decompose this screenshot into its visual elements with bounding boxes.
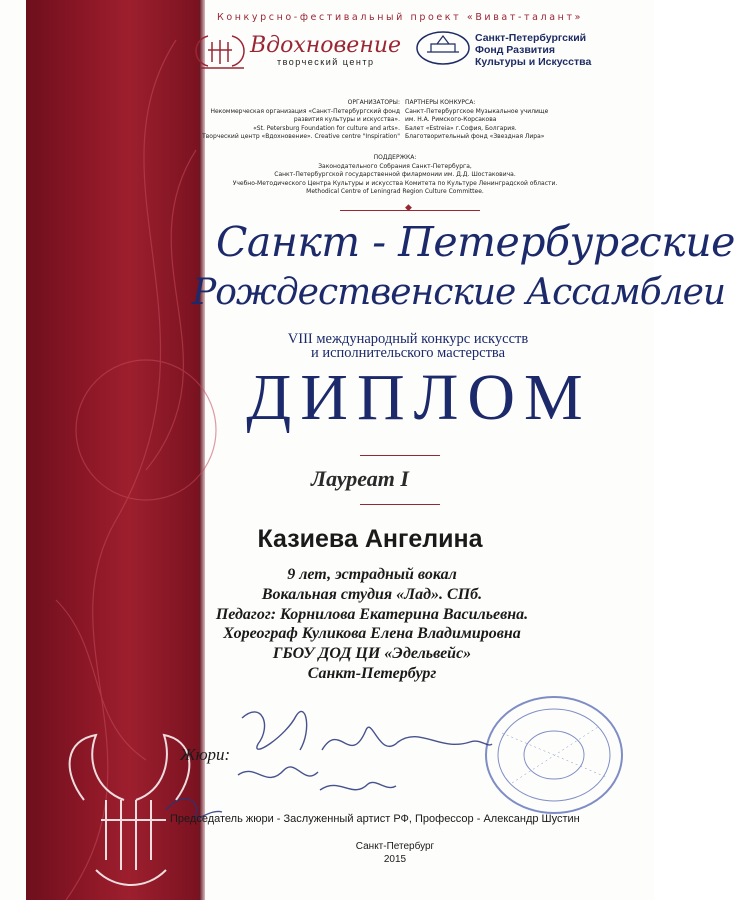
project-line: Конкурсно-фестивальный проект «Виват-талант» xyxy=(216,12,583,23)
issue-year: 2015 xyxy=(383,854,407,865)
support-line: Санкт-Петербургской государственной филармонии им. Д.Д. Шостаковича. xyxy=(274,171,516,179)
fund-line-1: Санкт-Петербургский xyxy=(475,32,587,44)
logo-left-title: Вдохновение xyxy=(250,33,402,58)
support-heading: ПОДДЕРЖКА: xyxy=(373,154,417,161)
partners-heading: ПАРТНЕРЫ КОНКУРСА: xyxy=(405,99,476,106)
organizers-line: развития культуры и искусства». xyxy=(293,116,400,124)
signature-2 xyxy=(238,767,318,778)
detail-line: Хореограф Куликова Елена Владимировна xyxy=(223,625,521,643)
signature-3 xyxy=(322,727,492,750)
partners-line: им. Н.А. Римского-Корсакова xyxy=(405,116,497,124)
city-name: Санкт-Петербург xyxy=(355,841,435,852)
partners-line: Балет «Estreia» г.София, Болгария. xyxy=(405,124,517,132)
partners-line: Благотворительный фонд «Звездная Лира» xyxy=(405,133,545,141)
diploma-title: ДИПЛОМ xyxy=(246,361,592,434)
detail-line: Вокальная студия «Лад». СПб. xyxy=(261,585,483,603)
organizers-line: Некоммерческая организация «Санкт-Петербургский фонд xyxy=(210,107,400,115)
detail-line: Санкт-Петербург xyxy=(307,664,437,682)
support-line: Учебно-Методического Центра Культуры и искусства Комитета по Культуре Ленинградской области. xyxy=(232,179,558,187)
organizers-line: Творческий центр «Вдохновение». Creative centre "Inspiration" xyxy=(202,133,400,141)
event-title-line-1: Санкт - Петербургские xyxy=(216,218,735,266)
jury-chair-line: Председатель жюри - Заслуженный артист РФ, Профессор - Александр Шустин xyxy=(170,813,580,825)
support-line: Законодательного Собрания Санкт-Петербурга, xyxy=(318,162,472,170)
detail-line: Педагог: Корнилова Екатерина Васильевна. xyxy=(215,605,529,623)
logo-left-subtitle: творческий центр xyxy=(277,57,375,67)
event-title-line-2: Рождественские Ассамблеи xyxy=(192,272,726,313)
partners-line: Санкт-Петербургское Музыкальное училище xyxy=(405,107,549,115)
signature-1 xyxy=(242,711,307,750)
fund-line-2: Фонд Развития xyxy=(475,44,555,56)
signature-4 xyxy=(320,782,396,790)
organizers-line: «St. Petersburg Foundation for culture and arts». xyxy=(253,124,400,132)
edition-line-2: и исполнительского мастерства xyxy=(310,345,506,361)
ornament-diamond-icon: ◆ xyxy=(405,203,412,213)
detail-line: 9 лет, эстрадный вокал xyxy=(287,566,457,583)
award-title: Лауреат I xyxy=(311,466,409,491)
fund-line-3: Культуры и Искусства xyxy=(475,56,592,68)
recipient-name: Казиева Ангелина xyxy=(257,525,483,553)
jury-label: Жюри: xyxy=(180,745,231,764)
organizers-heading: ОРГАНИЗАТОРЫ: xyxy=(347,99,400,106)
detail-line: ГБОУ ДОД ЦИ «Эдельвейс» xyxy=(272,645,472,663)
support-line: Methodical Centre of Leningrad Region Culture Committee. xyxy=(306,188,484,196)
issue-place xyxy=(340,840,450,866)
edition-line-1: VIII международный конкурс искусств xyxy=(287,331,529,347)
